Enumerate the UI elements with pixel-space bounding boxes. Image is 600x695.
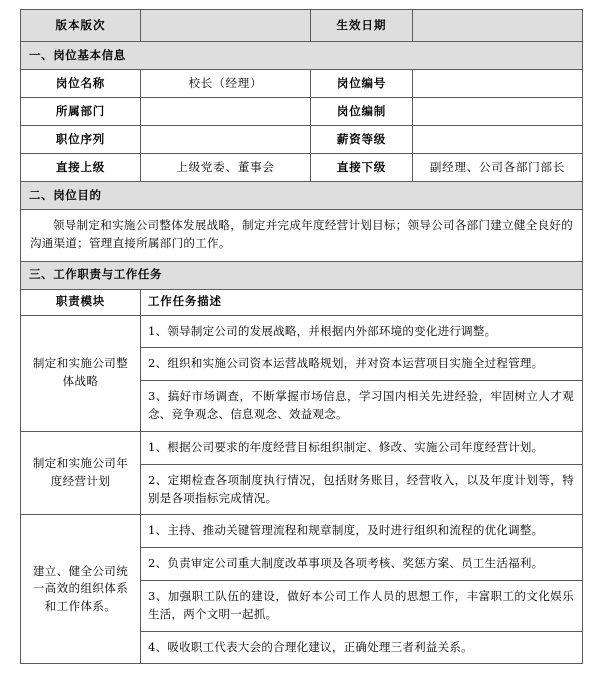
purpose-paragraph: 领导制定和实施公司整体发展战略，制定并完成年度经营计划目标；领导公司各部门建立健全良好的沟通渠道；管理直接所属部门的工作。 xyxy=(30,218,573,250)
basic-label-headcount: 岗位编制 xyxy=(311,98,413,126)
basic-label-department: 所属部门 xyxy=(21,98,141,126)
section-heading-duties: 三、工作职责与工作任务 xyxy=(21,261,583,289)
version-value-cell[interactable] xyxy=(141,10,311,42)
version-header-row xyxy=(21,10,583,42)
section-heading-row-duties xyxy=(21,261,583,289)
basic-value-salary-grade[interactable] xyxy=(413,126,583,154)
table-row xyxy=(21,515,583,548)
duty-task-text: 1、主持、推动关键管理流程和规章制度，及时进行组织和流程的优化调整。 xyxy=(148,523,544,538)
purpose-text-cell xyxy=(21,210,583,262)
basic-label-job-code: 岗位编号 xyxy=(311,70,413,98)
basic-value-department[interactable] xyxy=(141,98,311,126)
duty-task-text: 3、加强职工队伍的建设，做好本公司工作人员的思想工作，丰富职工的文化娱乐生活，两个文明一起抓。 xyxy=(148,588,574,621)
duty-module-name-2: 制定和实施公司年度经营计划 xyxy=(21,431,141,514)
section-heading-row-purpose xyxy=(21,182,583,210)
version-label-cell: 版本版次 xyxy=(21,10,141,42)
duty-task-cell xyxy=(141,631,583,664)
basic-value-job-name[interactable]: 校长（经理） xyxy=(141,70,311,98)
table-row xyxy=(21,126,583,154)
duty-task-cell xyxy=(141,464,583,515)
duty-task-text: 2、负责审定公司重大制度改革事项及各项考核、奖惩方案、员工生活福利。 xyxy=(148,556,544,571)
duties-header-description: 工作任务描述 xyxy=(141,289,583,315)
duties-header-row xyxy=(21,289,583,315)
duty-task-cell xyxy=(141,381,583,432)
section-heading-row-basic-info xyxy=(21,42,583,70)
duties-header-module: 职责模块 xyxy=(21,289,141,315)
basic-value-job-code[interactable] xyxy=(413,70,583,98)
duty-task-text: 4、吸收职工代表大会的合理化建议，正确处理三者利益关系。 xyxy=(148,639,473,654)
job-description-table xyxy=(20,9,583,664)
section-heading-basic-info: 一、岗位基本信息 xyxy=(21,42,583,70)
table-row xyxy=(21,98,583,126)
duty-task-cell xyxy=(141,431,583,464)
table-row xyxy=(21,154,583,182)
duty-task-cell xyxy=(141,515,583,548)
duty-module-name-1: 制定和实施公司整体战略 xyxy=(21,315,141,431)
table-row xyxy=(21,431,583,464)
duty-task-text: 2、组织和实施公司资本运营战略规划，并对资本运营项目实施全过程管理。 xyxy=(148,356,544,371)
duty-task-cell xyxy=(141,580,583,631)
basic-label-direct-subordinate: 直接下级 xyxy=(311,154,413,182)
duty-task-text: 1、根据公司要求的年度经营目标组织制定、修改、实施公司年度经营计划。 xyxy=(148,439,544,454)
duty-task-cell xyxy=(141,548,583,581)
duty-task-cell xyxy=(141,348,583,381)
basic-value-headcount[interactable] xyxy=(413,98,583,126)
effective-date-value-cell[interactable] xyxy=(413,10,583,42)
basic-value-position-sequence[interactable] xyxy=(141,126,311,154)
duty-module-name-3: 建立、健全公司统一高效的组织体系和工作体系。 xyxy=(21,515,141,664)
duty-task-text: 2、定期检查各项制度执行情况，包括财务账目，经营收入，以及年度计划等，特别是各项指标完成情况。 xyxy=(148,472,574,505)
duty-task-cell xyxy=(141,315,583,348)
basic-label-salary-grade: 薪资等级 xyxy=(311,126,413,154)
basic-label-job-name: 岗位名称 xyxy=(21,70,141,98)
purpose-row xyxy=(21,210,583,262)
basic-label-position-sequence: 职位序列 xyxy=(21,126,141,154)
duty-task-text: 1、领导制定公司的发展战略，并根据内外部环境的变化进行调整。 xyxy=(148,323,497,338)
table-row xyxy=(21,315,583,348)
section-heading-purpose: 二、岗位目的 xyxy=(21,182,583,210)
basic-label-direct-superior: 直接上级 xyxy=(21,154,141,182)
table-row xyxy=(21,70,583,98)
basic-value-direct-superior[interactable]: 上级党委、董事会 xyxy=(141,154,311,182)
duty-task-text: 3、搞好市场调查，不断掌握市场信息，学习国内相关先进经验，牢固树立人才观念、竞争观念、信息观念、效益观念。 xyxy=(148,389,574,422)
basic-value-direct-subordinate[interactable]: 副经理、公司各部门部长 xyxy=(413,154,583,182)
effective-date-label-cell: 生效日期 xyxy=(311,10,413,42)
